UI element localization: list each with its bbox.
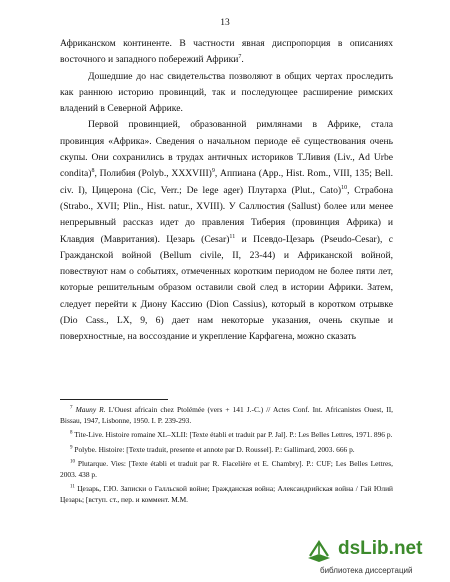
text-run: и Псевдо-Цезарь (Pseudo-Cesar), с Гражданской войной (Bellum civile, II, 23-44) и Африканской войной, повествуют нам о событиях, отмеченных коротким периодом не более пяти лет, которые решительным образом оставили свой след в истории Африки. Затем, следует перейти к Диону Кассию (Dion Cassius), который в коротком отрывке (Dio Cass., LX, 9, 6) дает нам некоторые указания, очень скупые и поверхностные, на воссоздание и укрепление Карфагена, можно сказать [60, 233, 394, 343]
footnote-text: Plutarque. Vies: [Texte établi et traduit par R. Flacelière et E. Chambry]. P.: CUF; Les Belles Lettres, 2003. 438 p. [60, 458, 393, 480]
footnote-ref: 8 [91, 168, 95, 175]
paragraph [60, 69, 393, 118]
text-run: Дошедшие до нас свидетельства позволяют в общих чертах проследить как раннюю историю провинций, так и последующее расширение римских владений в Северной Африке. [60, 70, 393, 115]
book-logo-icon [304, 536, 334, 566]
footnote-text: L'Ouest africain chez Ptolémée (vers + 141 J.-C.) // Actes Conf. Int. Africanistes Ouest, II, Bissau, 1947, Lisbonne, 1950. I. P. 239-293. [60, 405, 394, 426]
text-run: , Аппиана (App., Hist. Rom., VIII, 135; Bell. civ. I), Цицерона (Cic, Verr.; De lege ager) Плутарха (Plut., Cato) [60, 168, 393, 196]
text-run: , Полибия (Polyb., XXXVIII) [94, 168, 212, 180]
body-text [60, 36, 393, 346]
paragraph [60, 117, 393, 345]
author-name: Mauny R. [75, 405, 106, 414]
watermark[interactable] [298, 532, 450, 582]
footnote-ref: 10 [341, 184, 348, 191]
footnote-text: Polybe. Histoire: [Texte traduit, presente et annote par D. Roussel]. P.: Gallimard, 2003. 666 p. [72, 444, 355, 454]
footnote-ref: 10 [70, 459, 75, 465]
footnote-ref: 9 [211, 168, 215, 175]
footnotes [60, 404, 393, 509]
footnote-ref: 8 [70, 430, 73, 436]
page-number: 13 [220, 18, 230, 28]
footnote [60, 429, 393, 440]
paragraph [60, 36, 393, 69]
footnote-separator [60, 399, 168, 400]
footnote-ref: 11 [70, 484, 75, 490]
footnote-ref: 9 [70, 445, 73, 451]
footnote [60, 458, 393, 480]
footnote [60, 483, 393, 505]
footnote-ref: 7 [238, 54, 242, 61]
text-run: Первой провинцией, образованной римлянами в Африке, стала провинция «Африка». Сведения о начальном периоде её существования очень скупы. Они сохранились в трудах античных историков Т.Ливия (Liv., Ad Urbe condita) [60, 119, 393, 180]
text-run: , Страбона (Strabo., XVII; Plin., Hist. natur., XVIII). У Саллюстия (Sallust) более или менее непрерывный рассказ идет до правления Тиберия (провинция Африка) и Клавдия (Мавритания). Цезарь (Cesar) [60, 184, 393, 245]
footnote-text: Цезарь, Г.Ю. Записки о Галльской войне; Гражданская война; Александрийская война / Гай Юлий Цезарь; [вступ. ст., пер. и коммент. М.М. [60, 484, 393, 505]
watermark-subtitle: библиотека диссертаций [320, 566, 413, 575]
watermark-title: dsLib.net [338, 538, 423, 559]
footnote [60, 444, 393, 455]
footnote-text: Tite-Live. Histoire romaine XL–XLII: [Texte établi et traduit par P. Jal]. P.: Les Belles Lettres, 1971. 896 p. [72, 430, 393, 440]
text-run: Африканском континенте. В частности явная диспропорция в описаниях восточного и западного побережий Африки [60, 38, 393, 66]
text-run: . [241, 54, 244, 66]
footnote-ref: 11 [229, 233, 236, 240]
footnote-ref: 7 [70, 405, 73, 411]
footnote [60, 404, 393, 426]
